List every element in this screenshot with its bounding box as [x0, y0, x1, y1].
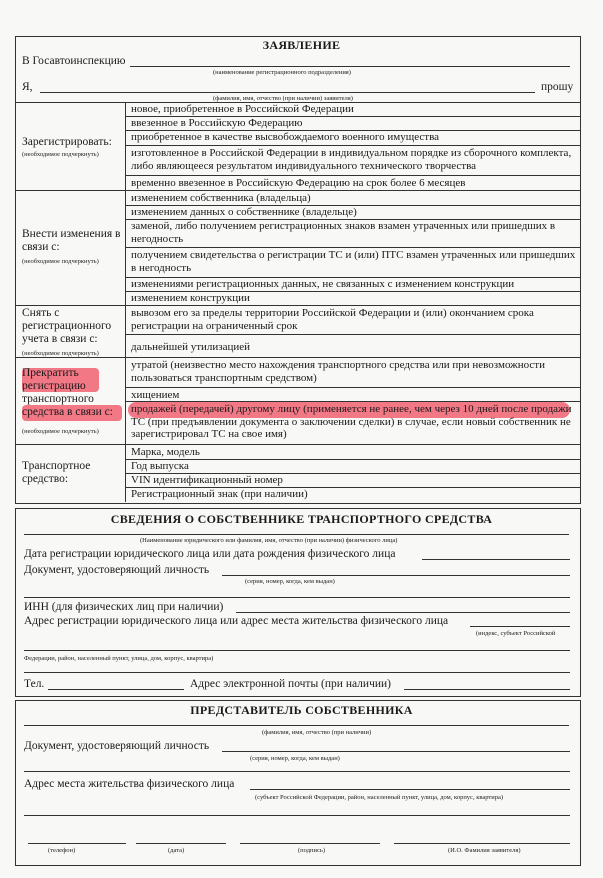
owner-id-line[interactable]	[222, 575, 570, 576]
terminate-option-3[interactable]: продажей (передачей) другому лицу (применяется не ранее, чем через 10 дней после продажи ТС (при предъявлении документа о заключении сделки) в случае, если новый собственник не зарегистрировал ТС на свое имя)	[131, 403, 572, 440]
deregister-option-1[interactable]: вывозом его за пределы территории Российской Федерации и (или) окончанием срока регистрации на ограниченный срок	[131, 307, 534, 332]
owner-phone-label: Тел.	[24, 678, 45, 690]
owner-phone-line[interactable]	[48, 689, 184, 690]
date-caption: (дата)	[168, 847, 185, 854]
register-option-5[interactable]: временно ввезенное в Российскую Федерацию на срок более 6 месяцев	[131, 177, 466, 189]
addressee-label: В Госавтоинспекцию	[22, 55, 126, 67]
phone-caption: (телефон)	[48, 847, 76, 854]
owner-reg-date-line[interactable]	[422, 559, 570, 560]
applicant-name-line[interactable]	[40, 92, 535, 93]
terminate-option-2[interactable]: хищением	[131, 389, 180, 401]
owner-id-hint: (серия, номер, когда, кем выдан)	[245, 578, 335, 585]
rep-title: ПРЕДСТАВИТЕЛЬ СОБСТВЕННИКА	[190, 703, 413, 717]
rep-name-hint: (фамилия, имя, отчество (при наличии)	[262, 729, 372, 736]
owner-id-line-2[interactable]	[24, 597, 570, 598]
changes-option-6[interactable]: изменением конструкции	[131, 292, 250, 304]
register-option-1[interactable]: новое, приобретенное в Российской Федерации	[131, 103, 354, 115]
owner-address-hint-1: (индекс, субъект Российской	[476, 630, 556, 637]
applicant-name-hint: (фамилия, имя, отчество (при наличии) заявителя)	[213, 95, 353, 102]
applicant-prefix: Я,	[22, 81, 33, 93]
rep-id-hint: (серия, номер, когда, кем выдан)	[250, 755, 340, 762]
owner-email-label: Адрес электронной почты (при наличии)	[190, 678, 391, 690]
register-option-3[interactable]: приобретенное в качестве высвобождаемого военного имущества	[131, 131, 439, 143]
vehicle-label: Транспортное средство:	[22, 460, 91, 485]
sign-caption: (подпись)	[298, 847, 325, 854]
vehicle-field-3[interactable]: VIN идентификационный номер	[131, 474, 283, 486]
request-word: прошу	[541, 81, 574, 93]
register-note: (необходимое подчеркнуть)	[22, 151, 99, 158]
terminate-note: (необходимое подчеркнуть)	[22, 428, 99, 435]
rep-name-line[interactable]	[24, 725, 569, 726]
date-signature-line[interactable]	[136, 843, 226, 844]
owner-address-label: Адрес регистрации юридического лица или адрес места жительства физического лица	[24, 615, 449, 627]
owner-title: СВЕДЕНИЯ О СОБСТВЕННИКЕ ТРАНСПОРТНОГО СРЕДСТВА	[110, 512, 493, 526]
changes-option-2[interactable]: изменением данных о собственнике (владельце)	[131, 206, 357, 218]
vehicle-field-2[interactable]: Год выпуска	[131, 460, 189, 472]
register-label: Зарегистрировать:	[22, 136, 112, 148]
rep-address-line-2[interactable]	[24, 815, 570, 816]
owner-reg-date-label: Дата регистрации юридического лица или дата рождения физического лица	[24, 548, 396, 560]
rep-address-line[interactable]	[250, 789, 570, 790]
changes-option-5[interactable]: изменениями регистрационных данных, не связанных с изменением конструкции	[131, 278, 515, 290]
terminate-label: Прекратить регистрацию транспортного средства в связи с:	[22, 367, 113, 418]
owner-name-hint: (Наименование юридического или фамилия, имя, отчество (при наличии) физического лица)	[140, 537, 398, 544]
changes-note: (необходимое подчеркнуть)	[22, 258, 99, 265]
changes-label: Внести изменения в связи с:	[22, 228, 121, 253]
name-signature-line[interactable]	[394, 843, 570, 844]
register-option-4[interactable]: изготовленное в Российской Федерации в индивидуальном порядке из сборочного комплекта, либо являющееся результатом индивидуального технического творчества	[131, 147, 572, 172]
rep-id-line-2[interactable]	[24, 771, 570, 772]
changes-option-4[interactable]: получением свидетельства о регистрации ТС и (или) ПТС взамен утраченных или пришедших в негодность	[131, 249, 576, 274]
owner-address-line-2[interactable]	[24, 650, 570, 651]
rep-id-label: Документ, удостоверяющий личность	[24, 740, 210, 752]
form-title: ЗАЯВЛЕНИЕ	[262, 38, 341, 52]
changes-option-3[interactable]: заменой, либо получением регистрационных знаков взамен утраченных или пришедших в негодность	[131, 220, 556, 245]
addressee-line[interactable]	[130, 66, 570, 67]
terminate-option-1[interactable]: утратой (неизвестно место нахождения транспортного средства или при невозможности пользоваться транспортным средством)	[131, 359, 546, 384]
sign-signature-line[interactable]	[240, 843, 380, 844]
owner-address-hint-2: Федерации, район, населенный пункт, улица, дом, корпус, квартира)	[24, 655, 214, 662]
owner-inn-label: ИНН (для физических лиц при наличии)	[24, 601, 224, 613]
vehicle-field-4[interactable]: Регистрационный знак (при наличии)	[131, 488, 308, 500]
register-option-2[interactable]: ввезенное в Российскую Федерацию	[131, 117, 303, 129]
owner-id-label: Документ, удостоверяющий личность	[24, 564, 210, 576]
owner-address-line[interactable]	[470, 626, 570, 627]
addressee-hint: (наименование регистрационного подразделения)	[213, 69, 351, 76]
owner-inn-line[interactable]	[236, 612, 570, 613]
deregister-label: Снять с регистрационного учета в связи с:	[22, 307, 112, 345]
owner-address-line-3[interactable]	[24, 672, 570, 673]
rep-address-hint: (субъект Российской Федерации, район, населенный пункт, улица, дом, корпус, квартира)	[255, 794, 504, 801]
deregister-option-2[interactable]: дальнейшей утилизацией	[131, 341, 251, 353]
name-caption: (И.О. Фамилия заявителя)	[448, 847, 521, 854]
changes-option-1[interactable]: изменением собственника (владельца)	[131, 192, 311, 204]
deregister-note: (необходимое подчеркнуть)	[22, 350, 99, 357]
owner-name-line[interactable]	[24, 534, 569, 535]
vehicle-field-1[interactable]: Марка, модель	[131, 446, 200, 458]
rep-address-label: Адрес места жительства физического лица	[24, 778, 235, 790]
phone-signature-line[interactable]	[28, 843, 126, 844]
rep-id-line[interactable]	[222, 751, 570, 752]
owner-email-line[interactable]	[404, 689, 570, 690]
